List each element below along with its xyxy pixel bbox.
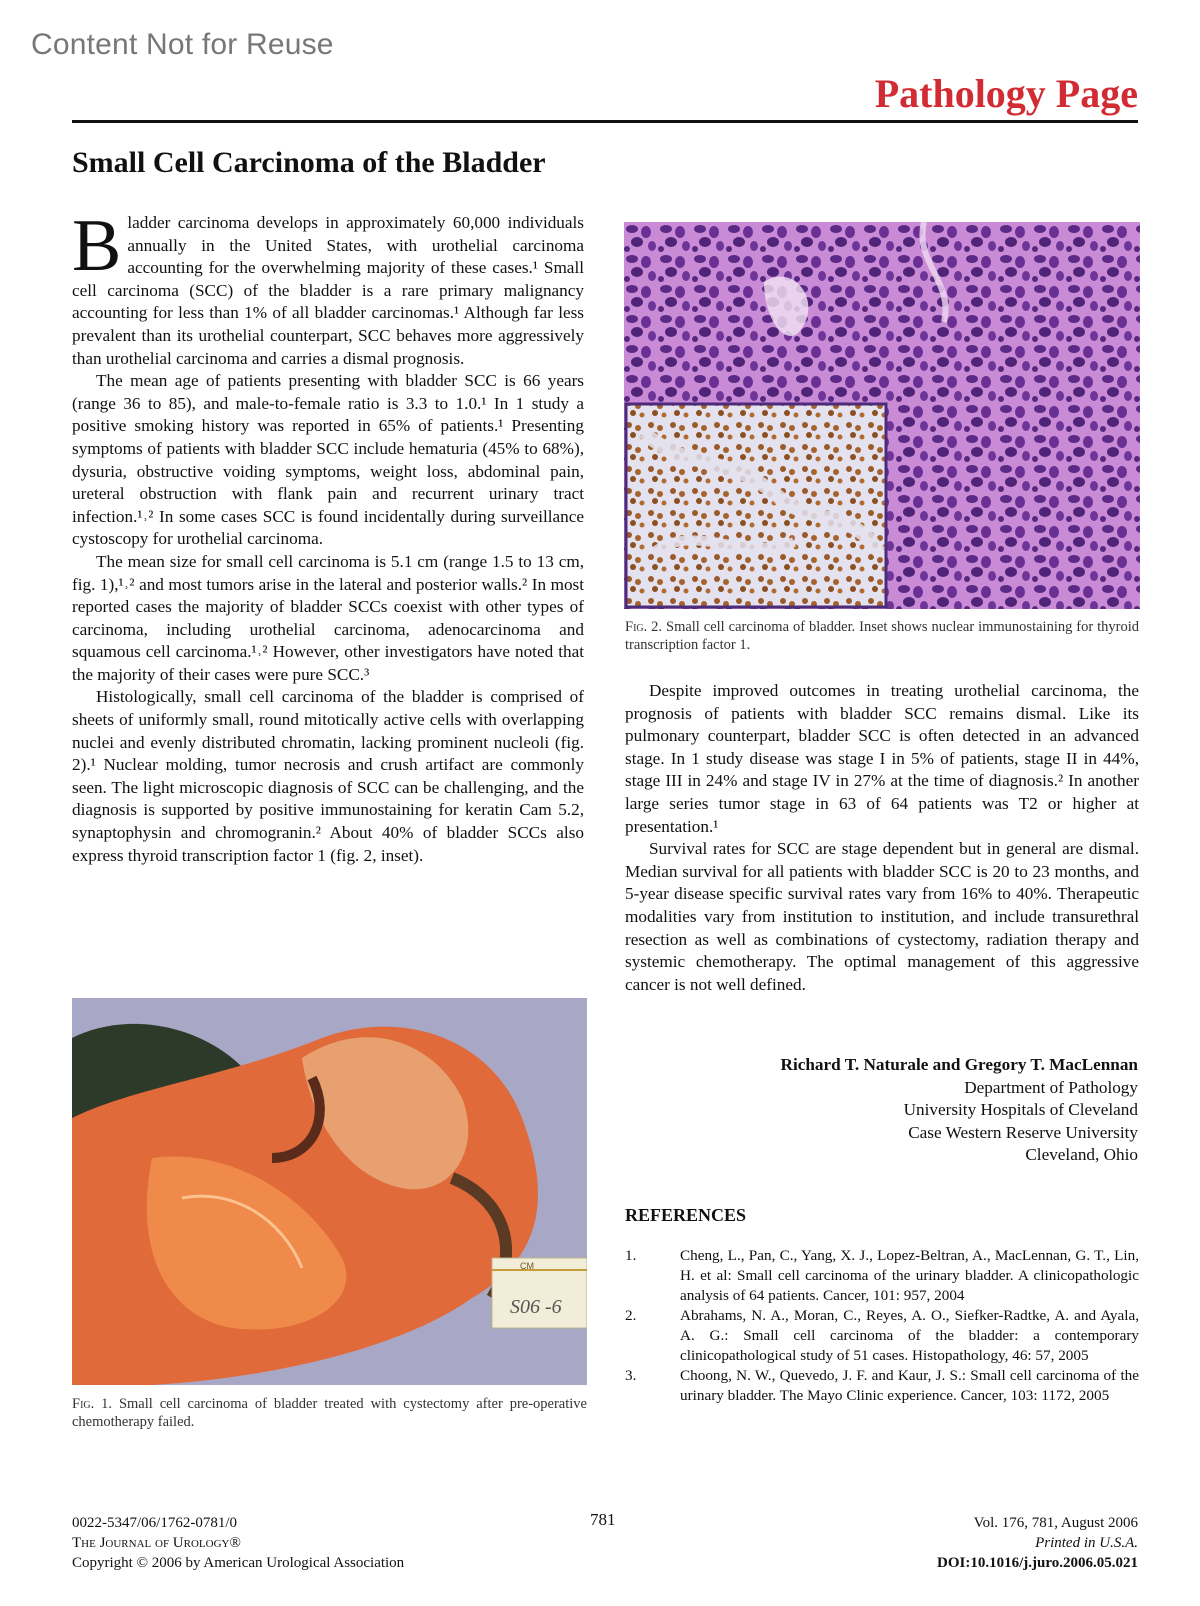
left-column (72, 205, 584, 867)
ruler-unit: CM (520, 1261, 534, 1271)
reference-number: 1. (625, 1247, 637, 1264)
paragraph-2: The mean age of patients presenting with bladder SCC is 66 years (range 36 to 85), and male-to-female ratio is 3.3 to 1.0.¹ In 1 study a positive smoking history was reported in 65% of patients.¹ Presenting symptoms of patients with bladder SCC include hematuria (45% to 68%), dysuria, obstructive voiding symptoms, weight loss, abdominal pain, ureteral obstruction with flank pain and recurrent urinary tract infection.¹˒² In some cases SCC is found incidentally during surveillance cystoscopy for urothelial carcinoma. (72, 371, 584, 549)
reference-text: Choong, N. W., Quevedo, J. F. and Kaur, J. S.: Small cell carcinoma of the urinary bladder. The Mayo Clinic experience. Cancer, 103: 1172, 2005 (680, 1367, 1139, 1404)
section-heading: Pathology Page (874, 71, 1138, 116)
author-names: Richard T. Naturale and Gregory T. MacLennan (780, 1055, 1138, 1074)
figure-2-caption (625, 618, 1139, 654)
author-hospital: University Hospitals of Cleveland (903, 1100, 1138, 1120)
paragraph-4: Histologically, small cell carcinoma of the bladder is comprised of sheets of uniformly small, round mitotically active cells with overlapping nuclei and evenly distributed chromatin, lacking prominent nucleoli (fig. 2).¹ Nuclear molding, tumor necrosis and crush artifact are commonly seen. The light microscopic diagnosis of SCC can be challenging, and the diagnosis is supported by positive immunostaining for keratin Cam 5.2, synaptophysin and chromogranin.² About 40% of bladder SCCs also express thyroid transcription factor 1 (fig. 2, inset). (72, 687, 584, 865)
footer-journal: The Journal of Urology® (72, 1535, 241, 1551)
footer-left (72, 1513, 404, 1573)
author-city: Cleveland, Ohio (1025, 1145, 1138, 1165)
author-block (781, 1054, 1138, 1167)
watermark: Content Not for Reuse (31, 28, 334, 61)
author-university: Case Western Reserve University (908, 1122, 1138, 1142)
figure-2-caption-text: Small cell carcinoma of bladder. Inset shows nuclear immunostaining for thyroid transcription factor 1. (625, 619, 1139, 653)
right-column (625, 680, 1139, 996)
figure-1-caption (72, 1395, 587, 1431)
reference-item (625, 1306, 1139, 1366)
article-title: Small Cell Carcinoma of the Bladder (72, 146, 546, 179)
footer-volume: Vol. 176, 781, August 2006 (973, 1515, 1138, 1531)
paragraph-6: Survival rates for SCC are stage dependent but in general are dismal. Median survival for all patients with bladder SCC is 20 to 23 months, and 5-year disease specific survival rates vary from 16% to 40%. Therapeutic modalities vary from institution to institution, and include transurethral resection as well as combinations of cystectomy, radiation therapy and systemic chemotherapy. The optimal management of this aggressive cancer is not well defined. (625, 839, 1139, 994)
reference-item (625, 1246, 1139, 1306)
footer-issn: 0022-5347/06/1762-0781/0 (72, 1515, 237, 1531)
figure-1-caption-text: Small cell carcinoma of bladder treated with cystectomy after pre-operative chemotherapy failed. (72, 1396, 587, 1430)
reference-number: 3. (625, 1367, 637, 1384)
reference-number: 2. (625, 1307, 637, 1324)
author-department: Department of Pathology (964, 1077, 1138, 1097)
figure-2-micrograph (624, 222, 1140, 609)
ruler-text: S06 -6 (510, 1296, 562, 1318)
paragraph-1 (72, 205, 584, 370)
references-heading: REFERENCES (625, 1205, 747, 1225)
paragraph-3: The mean size for small cell carcinoma is 5.1 cm (range 1.5 to 13 cm, fig. 1),¹˒² and most tumors arise in the lateral and posterior walls.² In most reported cases the majority of bladder SCCs coexist with other types of carcinoma, including urothelial carcinoma, adenocarcinoma and squamous cell carcinoma.¹˒² However, other investigators have noted that the majority of their cases were pure SCC.³ (72, 551, 584, 684)
reference-text: Abrahams, N. A., Moran, C., Reyes, A. O., Siefker-Radtke, A. and Ayala, A. G.: Small cell carcinoma of the bladder: a contemporary clinicopathological study of 51 cases. Histopathology, 46: 57, 2005 (680, 1307, 1139, 1364)
header-rule (72, 120, 1138, 123)
figure-1-photo (72, 998, 587, 1385)
reference-text: Cheng, L., Pan, C., Yang, X. J., Lopez-Beltran, A., MacLennan, G. T., Lin, H. et al: Small cell carcinoma of the urinary bladder. A clinicopathologic analysis of 64 patients. Cancer, 101: 957, 2004 (680, 1247, 1139, 1304)
drop-cap: B (72, 205, 122, 287)
footer-printed: Printed in U.S.A. (1035, 1535, 1138, 1551)
figure-2-label: Fig. 2. (625, 619, 663, 635)
footer-doi: DOI:10.1016/j.juro.2006.05.021 (937, 1555, 1138, 1571)
references-list (625, 1246, 1139, 1406)
figure-1-label: Fig. 1. (72, 1396, 113, 1412)
page-number: 781 (590, 1510, 616, 1529)
reference-item (625, 1366, 1139, 1406)
footer-copyright: Copyright © 2006 by American Urological Association (72, 1555, 405, 1571)
paragraph-5: Despite improved outcomes in treating urothelial carcinoma, the prognosis of patients with bladder SCC remains dismal. Like its pulmonary counterpart, bladder SCC is often detected in an advanced stage. In 1 study disease was stage I in 5% of patients, stage II in 44%, stage III in 24% and stage IV in 27% at the time of diagnosis.² In another large series tumor stage in 63 of 64 patients was T2 or higher at presentation.¹ (625, 681, 1139, 836)
footer-right (937, 1513, 1138, 1573)
paragraph-1-text: ladder carcinoma develops in approximately 60,000 individuals annually in the United States, with urothelial carcinoma accounting for the overwhelming majority of these cases.¹ Small cell carcinoma (SCC) of the bladder is a rare primary malignancy accounting for less than 1% of all bladder carcinomas.¹ Although far less prevalent than its urothelial counterpart, SCC behaves more aggressively than urothelial carcinoma and carries a dismal prognosis. (72, 213, 584, 368)
